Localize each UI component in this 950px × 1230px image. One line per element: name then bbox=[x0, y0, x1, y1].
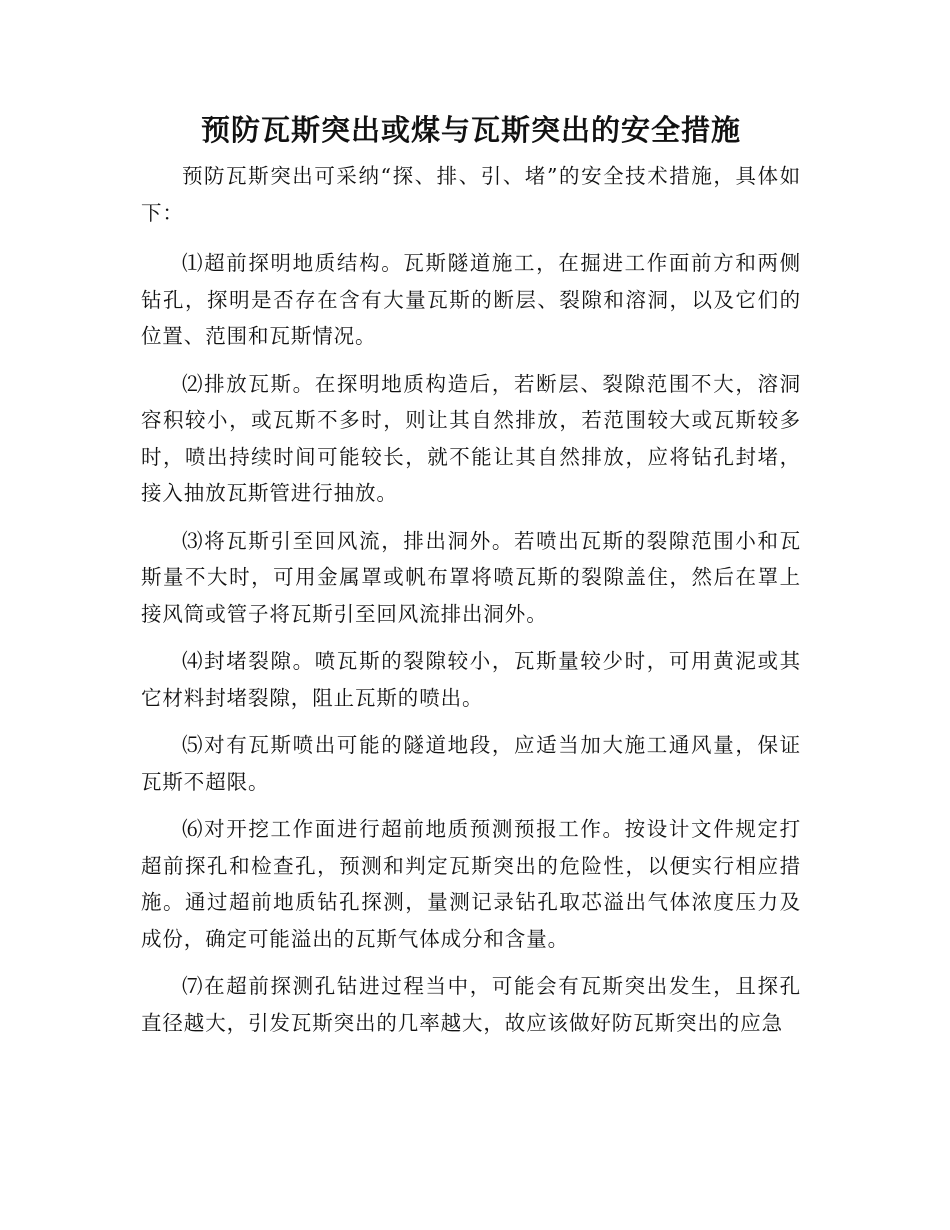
item-marker: ⑹ bbox=[182, 817, 205, 841]
item-marker: ⑸ bbox=[182, 733, 205, 757]
measure-item-6 bbox=[141, 811, 801, 957]
item-text: 超前探明地质结构。瓦斯隧道施工，在掘进工作面前方和两侧钻孔，探明是否存在含有大量瓦斯的断层、裂隙和溶洞，以及它们的位置、范围和瓦斯情况。 bbox=[141, 251, 801, 348]
measure-item-2 bbox=[141, 366, 801, 512]
item-text: 对有瓦斯喷出可能的隧道地段，应适当加大施工通风量，保证瓦斯不超限。 bbox=[141, 733, 801, 794]
measure-item-3 bbox=[141, 523, 801, 633]
intro-paragraph: 预防瓦斯突出可采纳“探、排、引、堵”的安全技术措施，具体如下： bbox=[141, 164, 801, 225]
item-text: 封堵裂隙。喷瓦斯的裂隙较小，瓦斯量较少时，可用黄泥或其它材料封堵裂隙，阻止瓦斯的喷出。 bbox=[141, 649, 801, 710]
item-text: 将瓦斯引至回风流，排出洞外。若喷出瓦斯的裂隙范围小和瓦斯量不大时，可用金属罩或帆布罩将喷瓦斯的裂隙盖住，然后在罩上接风筒或管子将瓦斯引至回风流排出洞外。 bbox=[141, 528, 801, 626]
document-body bbox=[141, 108, 801, 1052]
measure-item-7 bbox=[141, 968, 801, 1041]
item-marker: ⑶ bbox=[182, 528, 205, 553]
item-text: 在超前探测孔钻进过程当中，可能会有瓦斯突出发生，且探孔直径越大，引发瓦斯突出的几率越大，故应该做好防瓦斯突出的应急 bbox=[141, 974, 801, 1035]
measure-item-1 bbox=[141, 245, 801, 355]
measure-item-5 bbox=[141, 727, 801, 800]
item-marker: ⑷ bbox=[182, 649, 205, 673]
item-text: 排放瓦斯。在探明地质构造后，若断层、裂隙范围不大，溶洞容积较小，或瓦斯不多时，则让其自然排放，若范围较大或瓦斯较多时，喷出持续时间可能较长，就不能让其自然排放，应将钻孔封堵，接入抽放瓦斯管进行抽放。 bbox=[141, 371, 801, 505]
document-title: 预防瓦斯突出或煤与瓦斯突出的安全措施 bbox=[200, 113, 741, 147]
item-marker: ⑺ bbox=[182, 974, 205, 998]
measure-item-4 bbox=[141, 643, 801, 716]
item-text: 对开挖工作面进行超前地质预测预报工作。按设计文件规定打超前探孔和检查孔，预测和判定瓦斯突出的危险性，以便实行相应措施。通过超前地质钻孔探测，量测记录钻孔取芯溢出气体浓度压力及成份，确定可能溢出的瓦斯气体成分和含量。 bbox=[141, 817, 801, 951]
item-marker: ⑴ bbox=[182, 251, 205, 275]
item-marker: ⑵ bbox=[182, 371, 205, 396]
